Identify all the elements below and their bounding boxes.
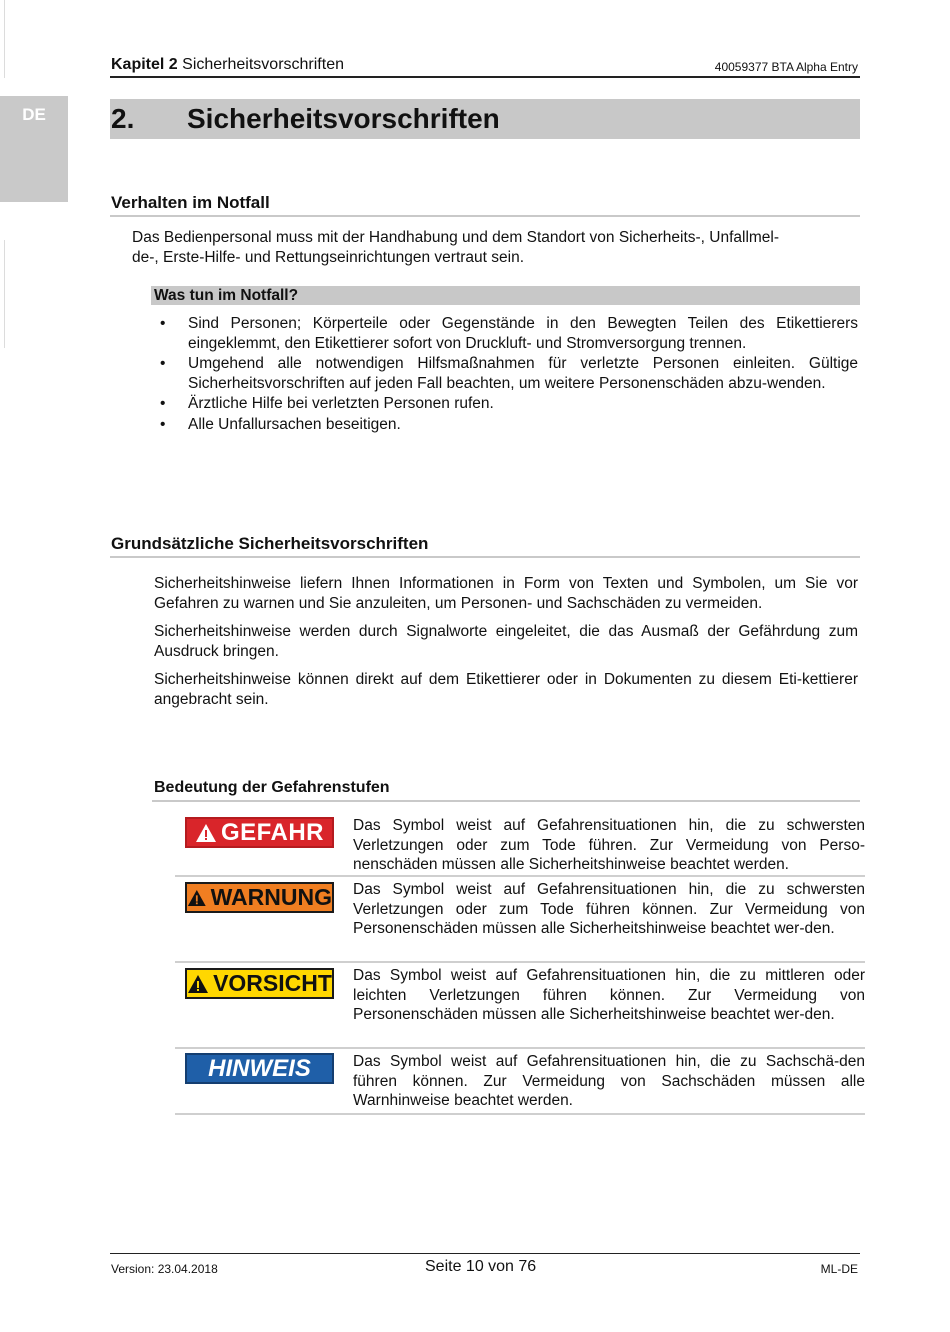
warning-triangle-icon	[187, 974, 209, 994]
hazard-description: Das Symbol weist auf Gefahrensituationen hin, die zu schwersten Verletzungen oder zum Tode führen können. Zur Vermeidung von Personenschäden müssen alle Sicherheitshinweise beachtet wer-den.	[353, 881, 865, 938]
hazard-row-hinweis	[175, 1049, 865, 1115]
sign-gefahr	[185, 817, 334, 848]
section-title-emergency: Verhalten im Notfall	[111, 193, 270, 212]
hazard-row-warnung	[175, 877, 865, 963]
list-item	[160, 354, 858, 393]
language-tab-label: DE	[22, 105, 46, 124]
footer-page-number: Seite 10 von 76	[425, 1258, 537, 1275]
emergency-intro	[132, 228, 860, 267]
section-rule-emergency	[110, 215, 860, 217]
header-rule	[110, 76, 860, 78]
emergency-intro-line: Das Bedienpersonal muss mit der Handhabung und dem Standort von Sicherheits-, Unfallmel-	[132, 229, 780, 246]
header-chapter-name: Sicherheitsvorschriften	[182, 56, 344, 73]
header-doc-id: 40059377 BTA Alpha Entry	[714, 60, 858, 74]
emergency-bullet-list	[160, 314, 858, 436]
emergency-intro-line: de-, Erste-Hilfe- und Rettungseinrichtungen vertraut sein.	[132, 248, 525, 266]
sign-vorsicht	[185, 968, 334, 999]
chapter-number: 2.	[111, 103, 135, 134]
warning-triangle-icon	[195, 823, 217, 843]
warning-triangle-icon	[187, 888, 207, 908]
basic-paragraphs	[154, 574, 858, 710]
sign-warnung	[185, 882, 334, 913]
section-title-hazard-levels: Bedeutung der Gefahrenstufen	[154, 779, 390, 796]
section-rule-hazard-levels	[152, 800, 860, 802]
hazard-row-vorsicht	[175, 963, 865, 1049]
hazard-row-gefahr	[175, 813, 865, 877]
hazard-description: Das Symbol weist auf Gefahrensituationen hin, die zu mittleren oder leichten Verletzungen führen können. Zur Vermeidung von Personenschäden müssen alle Sicherheitshinweise beachtet wer-den.	[353, 967, 865, 1024]
sign-label: WARNUNG	[210, 884, 332, 910]
list-item	[160, 314, 858, 353]
sign-hinweis	[185, 1053, 334, 1084]
what-to-do-heading: Was tun im Notfall?	[154, 287, 299, 304]
footer-rule	[110, 1253, 860, 1254]
list-item	[160, 415, 858, 435]
footer-code: ML-DE	[820, 1262, 858, 1276]
bullet-icon: •	[160, 395, 166, 413]
list-item-text: Sind Personen; Körperteile oder Gegenstände in den Bewegten Teilen des Etikettierers eingeklemmt, den Etikettierer sofort von Druckluft- und Stromversorgung trennen.	[188, 315, 858, 352]
footer-version: Version: 23.04.2018	[111, 1262, 218, 1276]
list-item	[160, 394, 858, 414]
page-header-chapter	[111, 56, 344, 74]
list-item-text: Ärztliche Hilfe bei verletzten Personen rufen.	[188, 395, 494, 413]
chapter-title: Sicherheitsvorschriften	[187, 103, 500, 134]
hazard-description: Das Symbol weist auf Gefahrensituationen hin, die zu schwersten Verletzungen oder zum Tode führen. Zur Vermeidung von Perso-nenschäden müssen alle Sicherheitshinweise beachtet werden.	[353, 817, 865, 874]
basic-paragraph: Sicherheitshinweise liefern Ihnen Informationen in Form von Texten und Symbolen, um Sie vor Gefahren zu warnen und Sie anzuleiten, um Personen- und Sachschäden zu vermeiden.	[154, 575, 858, 612]
sign-label: VORSICHT	[213, 970, 332, 996]
bullet-icon: •	[160, 315, 166, 332]
hazard-levels-table	[175, 813, 865, 1115]
hazard-description: Das Symbol weist auf Gefahrensituationen hin, die zu Sachschä-den führen können. Zur Vermeidung von Sachschäden müssen alle Warnhinweise beachtet werden.	[353, 1053, 865, 1110]
margin-line-top	[4, 0, 5, 78]
margin-line-bottom	[4, 240, 5, 348]
bullet-icon: •	[160, 355, 166, 373]
sign-label: GEFAHR	[220, 818, 324, 846]
list-item-text: Umgehend alle notwendigen Hilfsmaßnahmen für verletzte Personen einleiten. Gültige Sicherheitsvorschriften auf jeden Fall beachten, um weitere Personenschäden abzu-wenden.	[188, 355, 858, 392]
language-tab	[0, 96, 68, 202]
header-chapter-label: Kapitel 2	[111, 56, 178, 73]
bullet-icon: •	[160, 415, 166, 433]
basic-paragraph: Sicherheitshinweise werden durch Signalworte eingeleitet, die das Ausmaß der Gefährdung zum Ausdruck bringen.	[154, 623, 858, 660]
list-item-text: Alle Unfallursachen beseitigen.	[188, 415, 401, 433]
basic-paragraph: Sicherheitshinweise können direkt auf dem Etikettierer oder in Dokumenten zu diesem Eti-kettierer angebracht sein.	[154, 671, 858, 708]
sign-label: HINWEIS	[208, 1054, 311, 1082]
section-rule-basic	[110, 556, 860, 558]
section-title-basic: Grundsätzliche Sicherheitsvorschriften	[111, 534, 429, 553]
